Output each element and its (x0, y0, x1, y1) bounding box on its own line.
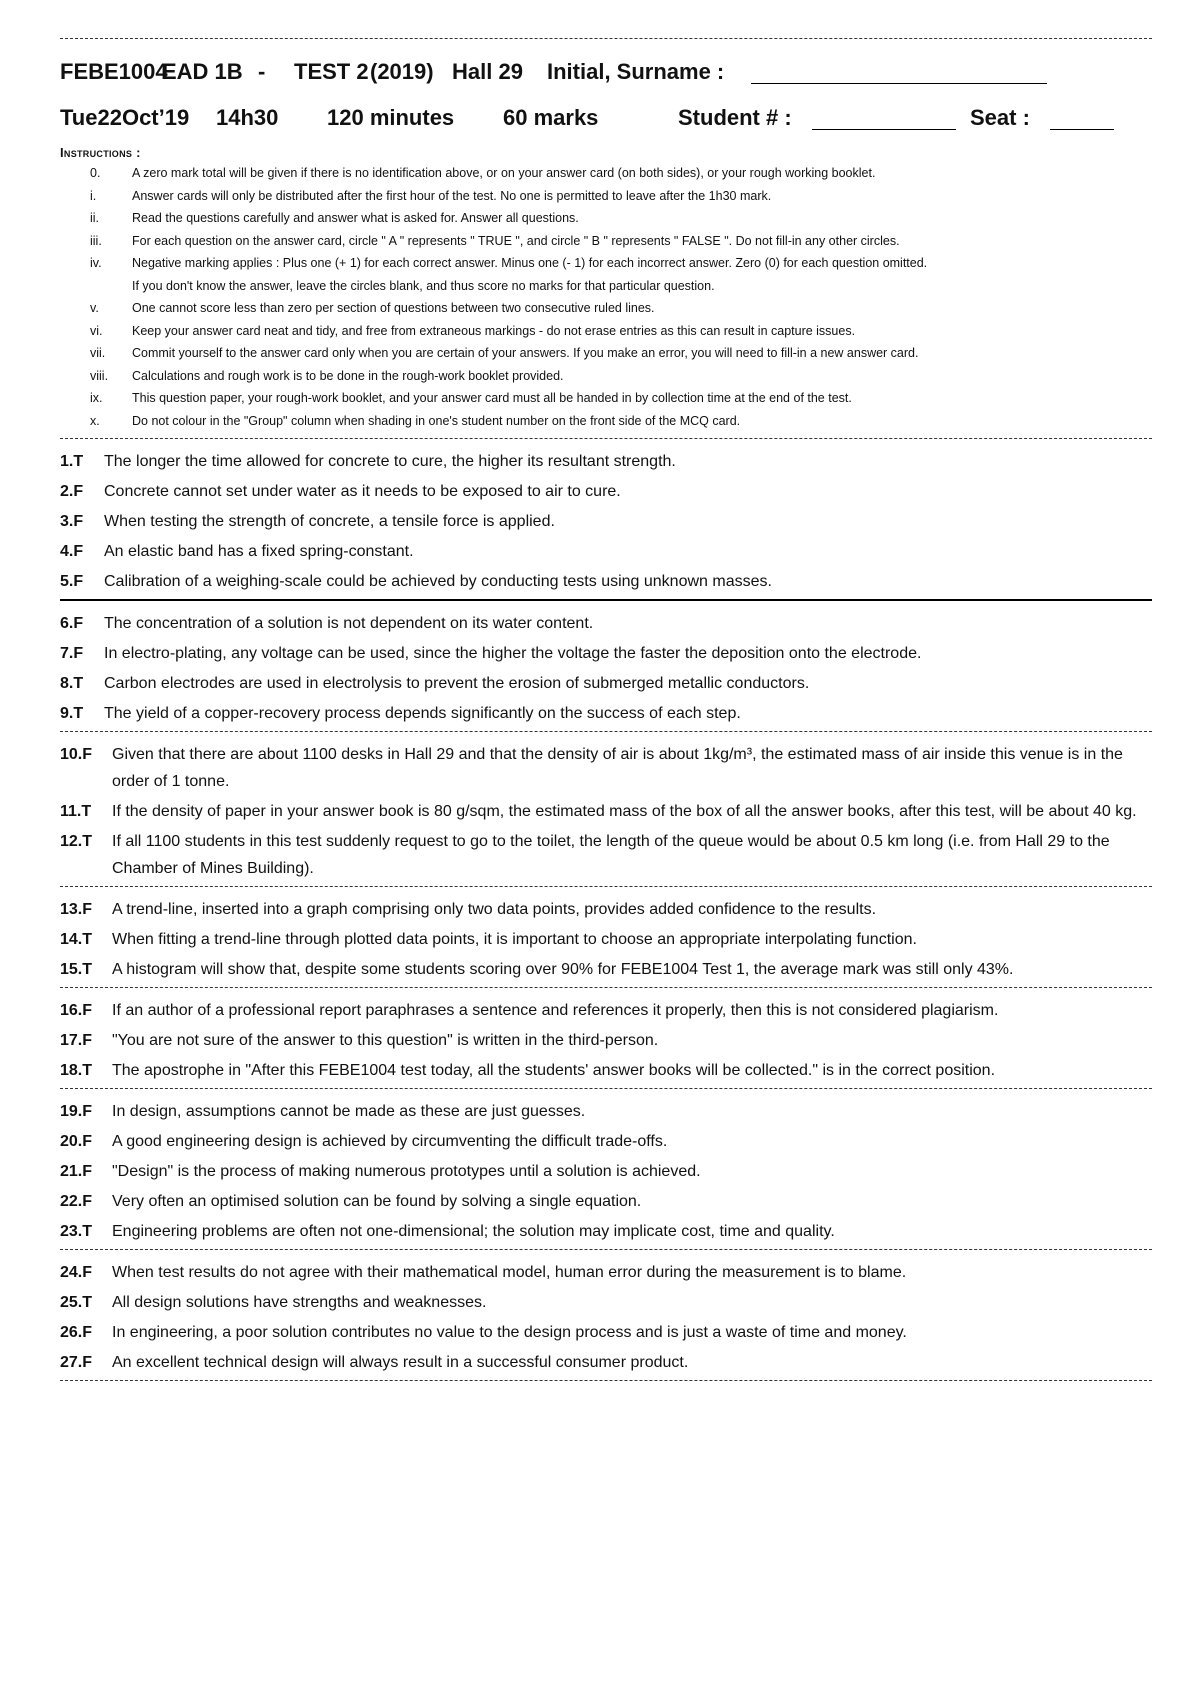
question-number-answer: 8.T (60, 675, 84, 692)
question-text: "You are not sure of the answer to this question" is written in the third-person. (112, 1032, 659, 1049)
question-number-answer: 1.T (60, 453, 84, 470)
question-number-answer: 15.T (60, 961, 93, 978)
question-row (60, 1319, 1152, 1346)
question-row (60, 1027, 1152, 1054)
instruction-text: A zero mark total will be given if there is no identification above, or on your answer card (on both sides), or your rough working booklet. (132, 166, 876, 180)
question-section (60, 601, 1152, 731)
question-number-answer: 21.F (60, 1163, 93, 1180)
test-duration: 120 minutes (327, 105, 455, 130)
venue: Hall 29 (452, 59, 523, 84)
instruction-number: i. (90, 188, 97, 203)
instruction-number (60, 275, 132, 298)
question-row (60, 640, 1152, 667)
seat-field[interactable] (1050, 107, 1114, 130)
instruction-text: One cannot score less than zero per section of questions between two consecutive ruled lines. (132, 301, 655, 315)
question-section (60, 887, 1152, 987)
question-section (60, 988, 1152, 1088)
instructions-title: Instructions : (60, 145, 141, 160)
question-row (60, 478, 1152, 505)
question-row (60, 610, 1152, 637)
question-row (60, 1158, 1152, 1185)
total-marks: 60 marks (503, 105, 599, 130)
question-row (60, 926, 1152, 953)
question-number-answer: 25.T (60, 1294, 93, 1311)
question-section (60, 732, 1152, 886)
instruction-item (60, 207, 1152, 230)
instruction-number: vii. (90, 346, 106, 360)
question-number-answer: 26.F (60, 1324, 93, 1341)
instruction-item (60, 297, 1152, 320)
question-row (60, 997, 1152, 1024)
question-text: The yield of a copper-recovery process depends significantly on the success of each step. (104, 705, 741, 722)
question-text: When test results do not agree with their mathematical model, human error during the measurement is to blame. (112, 1264, 907, 1281)
question-row (60, 1259, 1152, 1286)
question-section (60, 1089, 1152, 1249)
header-dash: - (258, 59, 266, 84)
question-text: In electro-plating, any voltage can be used, since the higher the voltage the faster the deposition onto the electrode. (104, 645, 922, 662)
seat-label: Seat : (970, 105, 1030, 130)
question-text: The longer the time allowed for concrete to cure, the higher its resultant strength. (104, 453, 676, 470)
instruction-item (60, 185, 1152, 208)
question-text: If an author of a professional report paraphrases a sentence and references it properly, then this is not considered plagiarism. (112, 1002, 999, 1019)
instruction-number: iii. (90, 233, 102, 248)
question-text: Carbon electrodes are used in electrolysis to prevent the erosion of submerged metallic conductors. (104, 675, 810, 692)
question-text: Very often an optimised solution can be found by solving a single equation. (112, 1193, 642, 1210)
student-number-label: Student # : (678, 105, 792, 130)
question-row (60, 1188, 1152, 1215)
instruction-text: Commit yourself to the answer card only when you are certain of your answers. If you make an error, you will need to fill-in a new answer card. (132, 346, 919, 360)
instruction-number: iv. (90, 256, 102, 270)
instruction-text: Calculations and rough work is to be done in the rough-work booklet provided. (132, 368, 564, 383)
instruction-item (60, 252, 1152, 275)
test-time: 14h30 (216, 105, 279, 130)
instruction-item (60, 410, 1152, 433)
question-row (60, 828, 1152, 882)
instruction-item (60, 162, 1152, 185)
instruction-item (60, 342, 1152, 365)
instruction-text: If you don't know the answer, leave the circles blank, and thus score no marks for that particular question. (132, 278, 715, 293)
question-row (60, 741, 1152, 795)
question-number-answer: 5.F (60, 573, 84, 590)
question-number-answer: 16.F (60, 1002, 93, 1019)
test-name: TEST 2 (294, 59, 369, 84)
question-number-answer: 2.F (60, 483, 84, 500)
instruction-text: Read the questions carefully and answer what is asked for. Answer all questions. (132, 211, 579, 225)
question-text: In engineering, a poor solution contributes no value to the design process and is just a waste of time and money. (112, 1324, 907, 1341)
question-number-answer: 20.F (60, 1133, 93, 1150)
instruction-number: ix. (90, 391, 103, 405)
question-row (60, 1218, 1152, 1245)
question-text: The apostrophe in "After this FEBE1004 test today, all the students' answer books will be collected." is in the correct position. (112, 1062, 996, 1079)
question-row (60, 798, 1152, 825)
question-text: The concentration of a solution is not dependent on its water content. (104, 615, 594, 632)
question-text: Engineering problems are often not one-dimensional; the solution may implicate cost, time and quality. (112, 1223, 835, 1240)
instruction-item (60, 320, 1152, 343)
question-number-answer: 17.F (60, 1032, 93, 1049)
test-paper (60, 38, 1152, 1381)
question-text: An elastic band has a fixed spring-constant. (104, 543, 414, 560)
instruction-item (60, 230, 1152, 253)
question-number-answer: 27.F (60, 1354, 93, 1371)
question-row (60, 956, 1152, 983)
instruction-number: viii. (90, 368, 109, 383)
question-number-answer: 22.F (60, 1193, 93, 1210)
name-field[interactable] (751, 61, 1047, 84)
question-text: If all 1100 students in this test suddenly request to go to the toilet, the length of the queue would be about 0.5 km long (i.e. from Hall 29 to the Chamber of Mines Building). (112, 833, 1110, 877)
instruction-number: ii. (90, 211, 100, 225)
question-text: Calibration of a weighing-scale could be achieved by conducting tests using unknown masses. (104, 573, 772, 590)
question-row (60, 700, 1152, 727)
question-sections (60, 438, 1152, 1381)
question-row (60, 1349, 1152, 1376)
question-number-answer: 12.T (60, 833, 93, 850)
question-text: A trend-line, inserted into a graph comprising only two data points, provides added confidence to the results. (112, 901, 877, 918)
question-number-answer: 3.F (60, 513, 84, 530)
header-line-1 (60, 49, 1152, 95)
question-text: An excellent technical design will always result in a successful consumer product. (112, 1354, 689, 1371)
module-name: EAD 1B (162, 59, 243, 84)
instructions-list (60, 162, 1152, 432)
test-date: Tue22Oct’19 (60, 105, 190, 130)
top-rule (60, 38, 1152, 39)
question-text: A good engineering design is achieved by circumventing the difficult trade-offs. (112, 1133, 668, 1150)
question-row (60, 1128, 1152, 1155)
test-year: (2019) (370, 59, 434, 84)
instruction-text: Do not colour in the "Group" column when shading in one's student number on the front side of the MCQ card. (132, 413, 741, 428)
instruction-text: Answer cards will only be distributed after the first hour of the test. No one is permitted to leave after the 1h30 mark. (132, 188, 772, 203)
student-number-field[interactable] (812, 107, 956, 130)
question-number-answer: 24.F (60, 1264, 93, 1281)
question-number-answer: 7.F (60, 645, 84, 662)
header-line-2 (60, 95, 1152, 141)
question-row (60, 896, 1152, 923)
question-row (60, 448, 1152, 475)
question-number-answer: 23.T (60, 1223, 93, 1240)
question-number-answer: 18.T (60, 1062, 93, 1079)
question-row (60, 1098, 1152, 1125)
question-row (60, 568, 1152, 595)
question-number-answer: 10.F (60, 746, 93, 763)
instruction-text: Keep your answer card neat and tidy, and free from extraneous markings - do not erase entries as this can result in capture issues. (132, 323, 856, 338)
question-text: When fitting a trend-line through plotted data points, it is important to choose an appropriate interpolating function. (112, 931, 917, 948)
question-text: A histogram will show that, despite some students scoring over 90% for FEBE1004 Test 1, the average mark was still only 43%. (112, 961, 1014, 978)
question-text: When testing the strength of concrete, a tensile force is applied. (104, 513, 555, 530)
question-row (60, 508, 1152, 535)
instruction-text: This question paper, your rough-work booklet, and your answer card must all be handed in by collection time at the end of the test. (132, 391, 852, 405)
question-row (60, 1057, 1152, 1084)
question-text: Given that there are about 1100 desks in Hall 29 and that the density of air is about 1kg/m³, the estimated mass of air inside this venue is in the order of 1 tonne. (112, 746, 1123, 790)
instruction-item (60, 365, 1152, 388)
instruction-text: For each question on the answer card, circle " A " represents " TRUE ", and circle " B " represents " FALSE ". Do not fill-in any other circles. (132, 233, 900, 248)
name-label: Initial, Surname : (547, 59, 725, 84)
question-number-answer: 19.F (60, 1103, 93, 1120)
question-text: If the density of paper in your answer book is 80 g/sqm, the estimated mass of the box of all the answer books, after this test, will be about 40 kg. (112, 803, 1137, 820)
question-text: All design solutions have strengths and weaknesses. (112, 1294, 487, 1311)
instruction-text: Negative marking applies : Plus one (+ 1) for each correct answer. Minus one (- 1) for each incorrect answer. Zero (0) for each question omitted. (132, 256, 928, 270)
question-section (60, 439, 1152, 599)
question-number-answer: 6.F (60, 615, 84, 632)
instruction-item (60, 387, 1152, 410)
question-row (60, 1289, 1152, 1316)
instruction-item (60, 275, 1152, 298)
instruction-number: 0. (90, 166, 101, 180)
question-number-answer: 9.T (60, 705, 84, 722)
question-number-answer: 4.F (60, 543, 84, 560)
instruction-number: x. (90, 413, 100, 428)
question-number-answer: 11.T (60, 803, 92, 820)
course-code: FEBE1004 (60, 59, 168, 84)
question-row (60, 538, 1152, 565)
question-number-answer: 14.T (60, 931, 93, 948)
question-number-answer: 13.F (60, 901, 93, 918)
question-text: Concrete cannot set under water as it needs to be exposed to air to cure. (104, 483, 621, 500)
question-section (60, 1250, 1152, 1380)
question-row (60, 670, 1152, 697)
section-rule (60, 1380, 1152, 1381)
instruction-number: v. (90, 301, 99, 315)
question-text: "Design" is the process of making numerous prototypes until a solution is achieved. (112, 1163, 701, 1180)
instruction-number: vi. (90, 323, 103, 338)
question-text: In design, assumptions cannot be made as these are just guesses. (112, 1103, 586, 1120)
